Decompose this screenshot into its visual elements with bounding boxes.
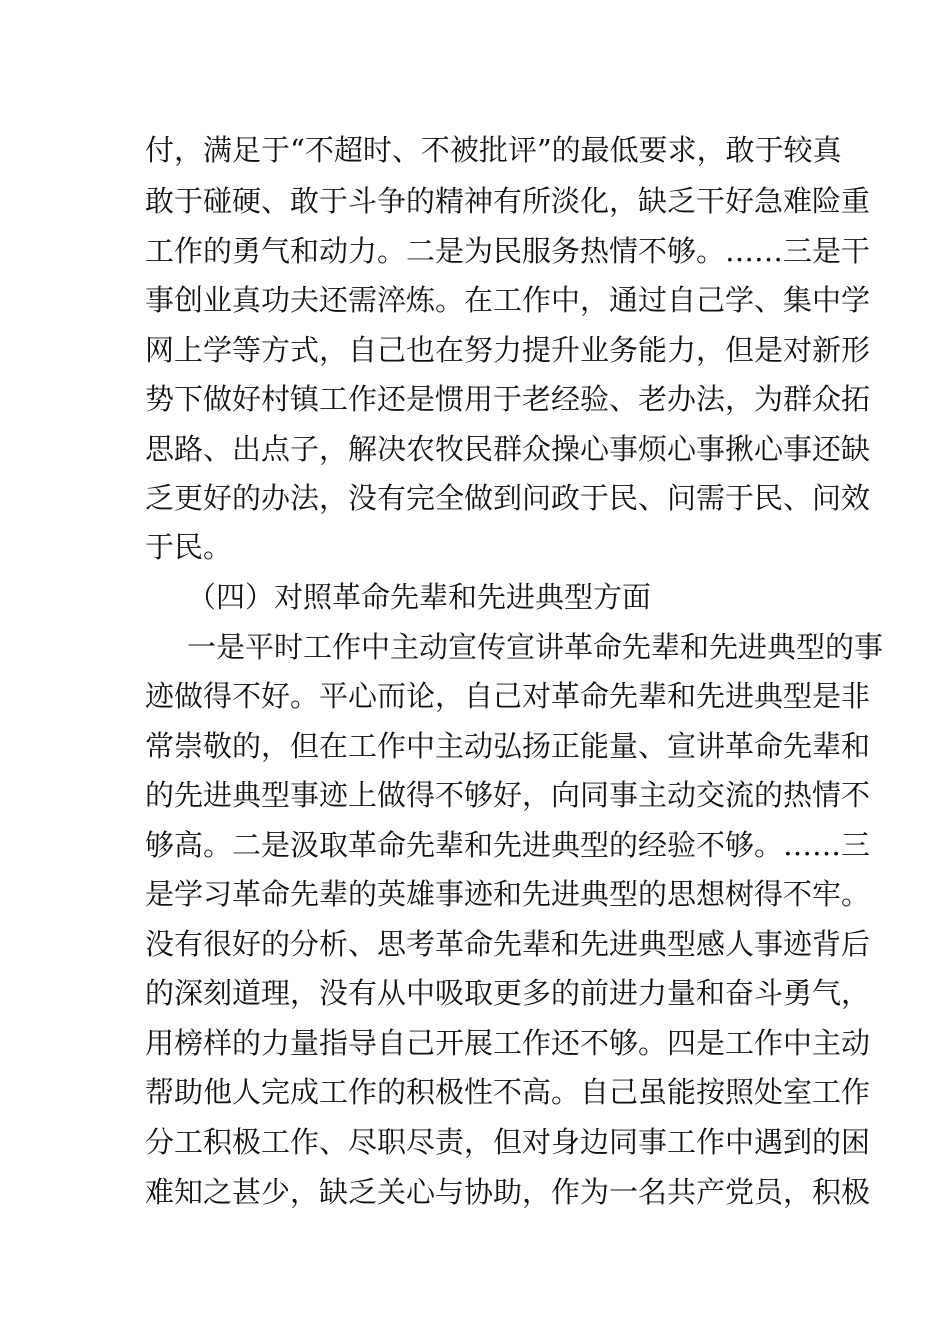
section-heading: （四）对照革命先辈和先进典型方面	[187, 580, 652, 614]
paragraph-first-line: 一是平时工作中主动宣传宣讲革命先辈和先进典型的事	[187, 630, 884, 664]
text-line: 迹做得不好。平心而论，自己对革命先辈和先进典型是非	[145, 679, 871, 713]
text-line: 难知之甚少，缺乏关心与协助，作为一名共产党员，积极	[145, 1175, 871, 1209]
text-line: 分工积极工作、尽职尽责，但对身边同事工作中遇到的困	[145, 1125, 871, 1159]
text-line: 网上学等方式，自己也在努力提升业务能力，但是对新形	[145, 333, 871, 367]
text-line: 帮助他人完成工作的积极性不高。自己虽能按照处室工作	[145, 1075, 871, 1109]
text-line: 的深刻道理，没有从中吸取更多的前进力量和奋斗勇气，	[145, 976, 871, 1010]
text-line: 工作的勇气和动力。二是为民服务热情不够。……三是干	[145, 234, 871, 268]
text-line: 够高。二是汲取革命先辈和先进典型的经验不够。……三	[145, 828, 871, 862]
text-line: 用榜样的力量指导自己开展工作还不够。四是工作中主动	[145, 1026, 871, 1060]
text-line: 敢于碰硬、敢于斗争的精神有所淡化，缺乏干好急难险重	[145, 184, 871, 218]
text-line: 常崇敬的，但在工作中主动弘扬正能量、宣讲革命先辈和	[145, 729, 871, 763]
text-line: 的先进典型事迹上做得不够好，向同事主动交流的热情不	[145, 778, 871, 812]
text-line: 是学习革命先辈的英雄事迹和先进典型的思想树得不牢。	[145, 877, 871, 911]
text-line: 思路、出点子，解决农牧民群众操心事烦心事揪心事还缺	[145, 432, 871, 466]
text-line: 付，满足于“不超时、不被批评”的最低要求，敢于较真	[145, 133, 842, 167]
text-line: 没有很好的分析、思考革命先辈和先进典型感人事迹背后	[145, 927, 871, 961]
text-line: 乏更好的办法，没有完全做到问政于民、问需于民、问效	[145, 481, 871, 515]
text-line: 事创业真功夫还需淬炼。在工作中，通过自己学、集中学	[145, 283, 871, 317]
text-line: 势下做好村镇工作还是惯用于老经验、老办法，为群众拓	[145, 382, 871, 416]
text-line: 于民。	[145, 530, 233, 564]
